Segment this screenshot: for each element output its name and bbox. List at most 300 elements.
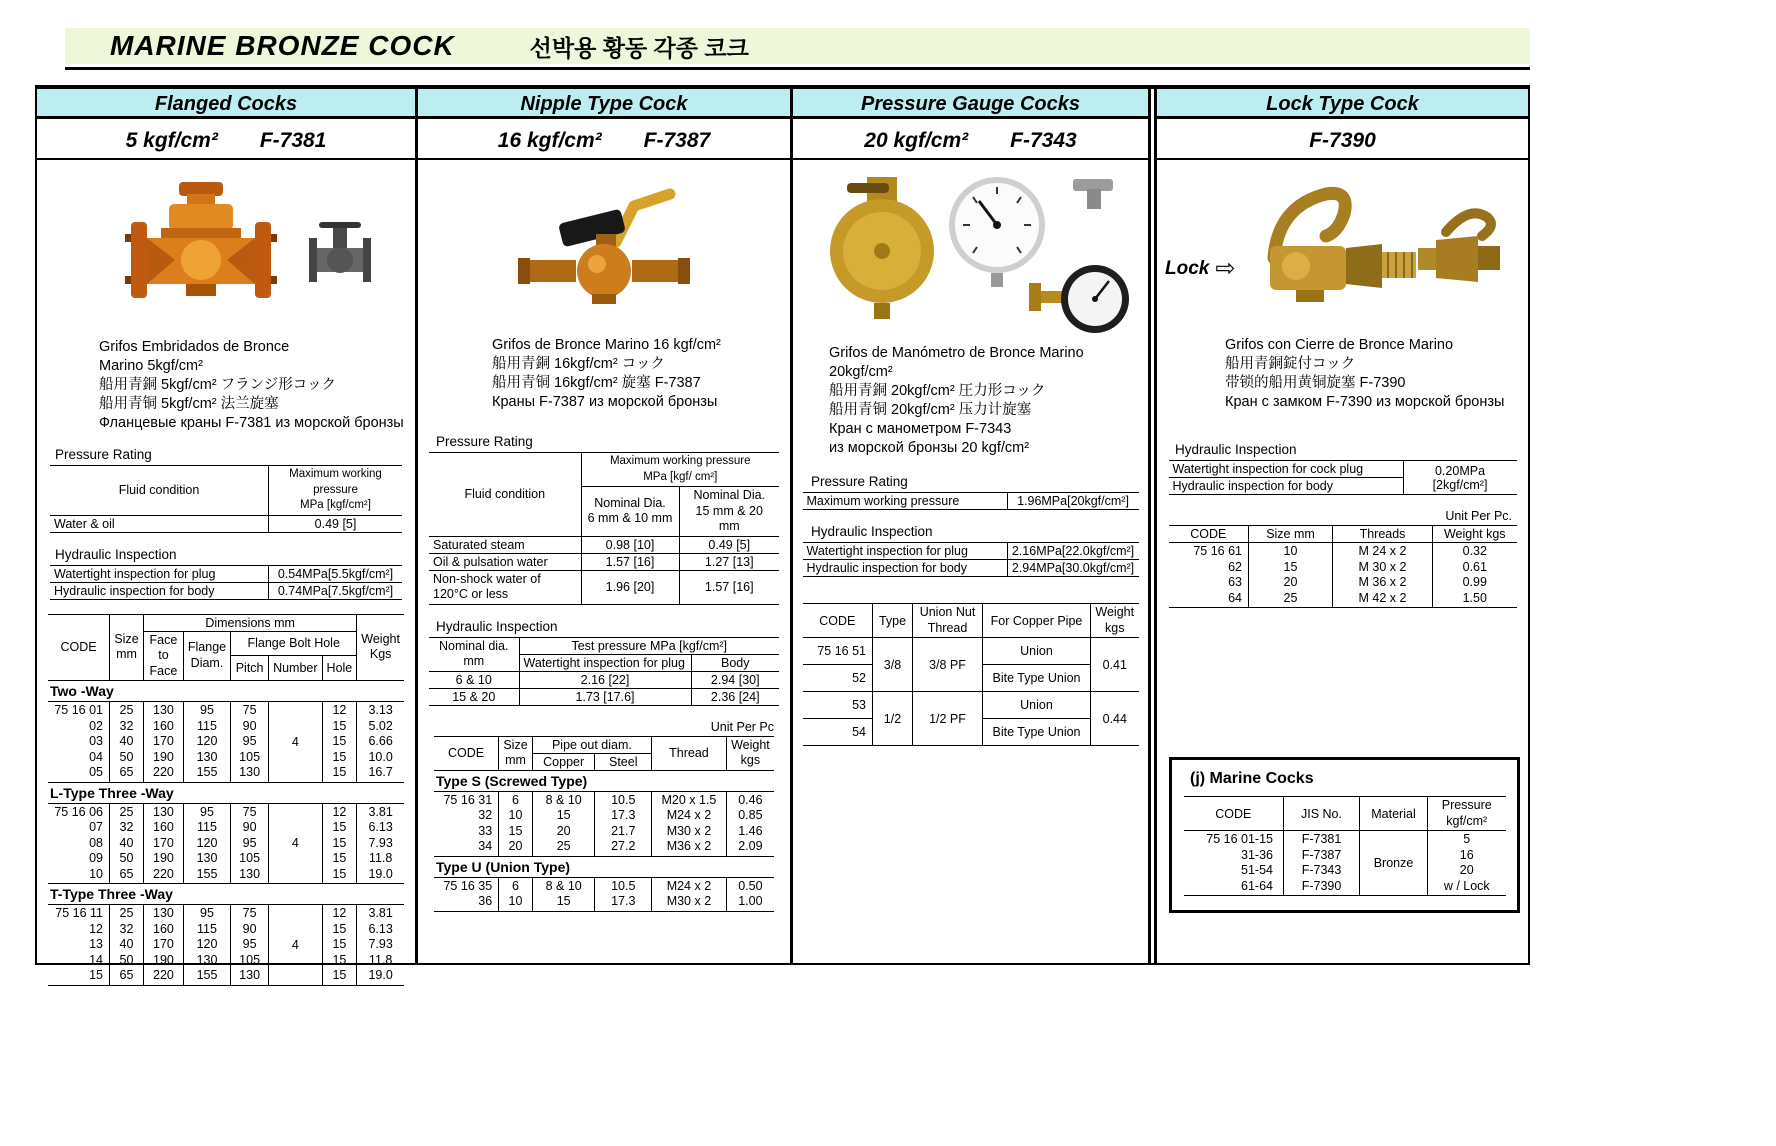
cell-line: F-7343 — [1301, 863, 1342, 877]
cell-line: Marino 5kgf/cm² — [99, 358, 203, 374]
cell-line: 155 — [196, 866, 218, 881]
cell-line: Kgs — [369, 647, 392, 662]
cell-line: 20 — [1283, 575, 1298, 589]
cell-line: 船用青銅 5kgf/cm² フランジ形コック — [99, 377, 336, 393]
cell-line: 船用青銅錠付コック — [1225, 356, 1356, 372]
lock-hydraulic-inspection-label: Hydraulic Inspection — [1175, 442, 1297, 457]
flange-diam-header — [183, 631, 230, 681]
cell-line: 带锁的船用黄铜旋塞 F-7390 — [1225, 375, 1406, 391]
cell-line: 64 — [1228, 590, 1242, 605]
lock-callout — [1165, 255, 1236, 282]
lock-hydraulic-inspection-table — [1169, 460, 1517, 495]
cell-line: 17.3 — [611, 894, 636, 908]
cell-line: 32 — [119, 820, 134, 834]
cell-line: Кран с манометром F-7343 — [829, 421, 1012, 437]
cell-line: 12 — [332, 906, 347, 920]
nipple-description — [492, 336, 790, 412]
cell-line: 50 — [119, 851, 134, 865]
cell-line: 6 — [512, 792, 519, 807]
cell-line: 13 — [89, 937, 104, 951]
cell-line: 0.32 — [1462, 544, 1487, 558]
cell-line: 船用青铜 20kgf/cm² 压力计旋塞 — [829, 402, 1032, 418]
weight-cells — [357, 803, 404, 884]
cell-line: M30 x 2 — [666, 894, 712, 908]
cell-line: 05 — [89, 765, 104, 779]
table-row — [429, 536, 779, 553]
cell-line: Face — [149, 632, 178, 647]
value-small: 1.57 [16] — [581, 553, 679, 570]
cell-line: 0.50 — [738, 878, 763, 893]
nipple-cock-photo — [464, 164, 744, 332]
table-row — [429, 688, 779, 705]
copper-header: Copper — [532, 753, 595, 770]
nipple-code-table — [434, 736, 774, 912]
column-pressure-gauge-cocks — [793, 162, 1148, 963]
cell-line: MPa [kgf/ cm²] — [643, 470, 718, 483]
union-nut-thread-cell: 3/8 PF — [913, 638, 983, 692]
jis-no-header: JIS No. — [1284, 797, 1360, 831]
type-cell: 1/2 — [873, 692, 913, 746]
hole-cells — [322, 702, 357, 783]
section-l-type: L-Type Three -Way — [48, 782, 404, 803]
table-row — [434, 791, 774, 856]
cell-line: 10 — [89, 866, 104, 881]
cell-line: 130 — [153, 804, 174, 819]
cell-line: 120 — [196, 937, 218, 951]
cell-line: 130 — [153, 703, 174, 717]
fluid-label: Oil & pulsation water — [429, 553, 581, 570]
cell-line: 115 — [197, 921, 217, 936]
cell-line: M24 x 2 — [666, 878, 712, 893]
table-row — [1169, 543, 1517, 608]
cell-line: 170 — [153, 937, 174, 951]
table-row — [434, 877, 774, 911]
cell-line: 75 — [242, 703, 257, 717]
thread-header: Thread — [652, 736, 727, 770]
flanged-description — [99, 338, 415, 433]
cell-line: 19.0 — [368, 866, 393, 881]
gauge-model-number: F-7343 — [1010, 129, 1077, 152]
cell-line: 170 — [153, 734, 174, 748]
cell-line: 51-54 — [1241, 863, 1273, 877]
code-cells — [48, 905, 110, 986]
cell-line: 105 — [239, 851, 261, 865]
code-cells — [434, 791, 499, 856]
cell-line: Grifos de Manómetro de Bronce Marino 20kgf/cm² — [829, 345, 1084, 380]
cell-line: 10.0 — [368, 749, 393, 764]
cell-line: 75 — [242, 804, 257, 819]
cell-line: 船用青銅 20kgf/cm² 圧力形コック — [829, 383, 1046, 399]
table-row — [48, 905, 404, 986]
header-nipple-type-cock: Nipple Type Cock — [520, 92, 688, 115]
lock-type-cock-photo — [1178, 166, 1508, 331]
copper-pipe-cell: Bite Type Union — [983, 665, 1091, 692]
cell-line: Maximum working pressure — [609, 455, 751, 467]
cell-line: 2.09 — [738, 839, 763, 853]
cell-line: 15 — [556, 808, 571, 822]
cell-line: 07 — [89, 820, 104, 834]
cell-line: 63 — [1228, 575, 1242, 589]
value-small: 1.96 [20] — [581, 570, 679, 604]
cell-line: 160 — [153, 820, 174, 834]
cell-line: 130 — [239, 765, 261, 779]
lock-label: Lock — [1165, 258, 1210, 279]
code-header: CODE — [803, 604, 873, 638]
size-header — [499, 736, 533, 770]
material-header: Material — [1360, 797, 1428, 831]
cell-line: MPa [kgf/cm²] — [300, 499, 371, 511]
fluid-label — [429, 570, 581, 604]
cell-line: Maximum working pressure — [289, 468, 382, 496]
nipple-pressure-rating-table — [429, 452, 779, 605]
cell-line: 10 — [1283, 544, 1298, 558]
cell-line: 09 — [89, 851, 104, 865]
cell-line: 1.00 — [738, 894, 763, 908]
cell-line: Nominal Dia. — [594, 495, 666, 510]
cell-line: 40 — [119, 835, 134, 850]
cell-line: Weight — [361, 631, 400, 646]
pipe-out-diam-header: Pipe out diam. — [532, 736, 651, 753]
cell-line: 0.85 — [738, 808, 763, 822]
cell-line: 08 — [89, 835, 104, 850]
cell-line: 75 16 01-15 — [1206, 832, 1273, 846]
cell-line: M 24 x 2 — [1358, 544, 1407, 558]
cell-line: 11.8 — [368, 851, 393, 865]
cell-line: Size — [503, 737, 528, 752]
subtitle-gauge — [793, 122, 1148, 160]
cell-line: 15 — [332, 937, 347, 951]
flanged-photo-area — [37, 162, 415, 334]
pressure-cells — [1428, 831, 1506, 896]
cell-line: 31-36 — [1241, 847, 1273, 862]
flanged-pressure-rating: 5 kgf/cm² — [125, 129, 218, 152]
union-nut-thread-header — [913, 604, 983, 638]
cell-line: 7.93 — [368, 937, 393, 951]
fluid-condition-header: Fluid condition — [50, 466, 269, 516]
cell-line: Thread — [927, 620, 968, 635]
weight-header: Weight kgs — [1433, 526, 1517, 543]
cell-line: 75 16 01 — [54, 703, 104, 717]
cell-line: 62 — [1228, 559, 1242, 574]
cell-line: 220 — [153, 866, 174, 881]
table-row — [48, 803, 404, 884]
jis-no-cells — [1284, 831, 1360, 896]
code-cell: 54 — [803, 719, 873, 746]
cell-line: 220 — [153, 765, 174, 779]
cell-line: 75 16 11 — [55, 906, 104, 920]
cell-line: 130 — [196, 851, 218, 865]
weight-header — [357, 614, 404, 681]
cell-line: 75 — [242, 906, 257, 920]
cell-line: 65 — [119, 968, 134, 982]
cell-line: Flange — [187, 640, 227, 655]
cell-line: 12 — [332, 804, 347, 819]
cell-line: 190 — [153, 851, 174, 865]
test-pressure-header: Test pressure MPa [kgf/cm²] — [519, 637, 779, 654]
cell-line: w / Lock — [1443, 878, 1490, 893]
cell-line: 15 — [556, 894, 571, 908]
column-flanged-cocks — [37, 162, 415, 982]
cell-line: kgf/cm² — [1446, 813, 1488, 828]
cell-line: 15 — [332, 765, 347, 779]
copper-cells — [532, 877, 595, 911]
cell-line: 04 — [89, 749, 104, 764]
lock-arrow-icon: ⇨ — [1215, 255, 1236, 282]
catalog-table-frame — [35, 85, 1530, 982]
nipple-hydraulic-inspection-label: Hydraulic Inspection — [436, 618, 558, 634]
cell-line: 95 — [242, 937, 257, 951]
plug-value: 2.16 [22] — [519, 671, 691, 688]
cell-line: to — [158, 648, 169, 662]
code-cells — [1169, 543, 1249, 608]
divider-3-double — [1148, 89, 1157, 963]
cell-line: Weight — [1095, 605, 1135, 619]
cell-line: Краны F-7387 из морской бронзы — [492, 394, 718, 410]
marine-cocks-table — [1184, 796, 1506, 896]
size-cells — [110, 905, 144, 986]
cell-line: 17.3 — [611, 808, 636, 822]
cell-line: 27.2 — [611, 839, 636, 853]
flanged-hydraulic-inspection-table — [50, 565, 402, 600]
cell-line: 15 — [89, 968, 104, 982]
cell-line: 03 — [89, 734, 104, 748]
steel-header: Steel — [595, 753, 652, 770]
size-cells — [499, 791, 533, 856]
flanged-model-number: F-7381 — [259, 129, 327, 152]
table-row — [803, 692, 1139, 719]
plug-header: Watertight inspection for plug — [519, 654, 691, 671]
weight-cells — [1433, 543, 1517, 608]
cell-line: 6.13 — [368, 820, 393, 834]
cell-line: из морской бронзы 20 kgf/cm² — [829, 440, 1030, 456]
cell-line: 170 — [153, 835, 174, 850]
nominal-dia-value: 6 & 10 — [429, 671, 519, 688]
nipple-pressure-rating: 16 kgf/cm² — [497, 129, 602, 152]
cell-line: M36 x 2 — [666, 839, 712, 853]
max-pressure-value: 1.96MPa[20kgf/cm²] — [1007, 493, 1139, 510]
copper-pipe-cell: Bite Type Union — [983, 719, 1091, 746]
cell-line: 155 — [196, 765, 218, 779]
cell-line: 3.81 — [368, 804, 393, 819]
number-header: Number — [269, 656, 322, 681]
face-to-face-header — [143, 631, 183, 681]
copper-pipe-cell: Union — [983, 692, 1091, 719]
cell-line: 90 — [242, 820, 257, 834]
cell-line: F-7381 — [1301, 832, 1342, 846]
table-row — [803, 638, 1139, 665]
face-to-face-cells — [143, 702, 183, 783]
fluid-value: Water & oil — [50, 515, 269, 532]
cell-line: 8 & 10 — [545, 792, 582, 807]
cell-line: 105 — [239, 749, 261, 764]
cell-line: 0.99 — [1462, 575, 1487, 589]
cell-line: 12 — [332, 703, 347, 717]
body-inspection-label: Hydraulic inspection for body — [50, 582, 269, 599]
plug-value: 1.73 [17.6] — [519, 688, 691, 705]
nipple-photo-area — [418, 162, 790, 334]
cell-line: Grifos Embridados de Bronce — [99, 339, 290, 355]
face-to-face-cells — [143, 905, 183, 986]
cell-line: 155 — [196, 968, 218, 982]
code-cell: 52 — [803, 665, 873, 692]
hole-header: Hole — [322, 656, 357, 681]
pitch-cells — [231, 905, 269, 986]
flanged-dimensions-table — [48, 614, 404, 986]
gauge-pressure-rating-table — [803, 492, 1139, 510]
number-cell: 4 — [269, 803, 322, 884]
cell-line: 15 — [508, 823, 523, 838]
cell-line: 10 — [508, 808, 523, 822]
body-inspection-value: 0.74MPa[7.5kgf/cm²] — [269, 582, 403, 599]
page-title-korean: 선박용 황동 각종 코크 — [529, 34, 749, 61]
cell-line: M 42 x 2 — [1358, 590, 1407, 605]
cell-line: 120°C or less — [433, 587, 509, 601]
unit-per-pc-note: Unit Per Pc — [710, 719, 774, 734]
column-lock-type-cock — [1157, 162, 1528, 963]
gauge-photo-area — [793, 162, 1148, 344]
column-nipple-type-cock — [418, 162, 790, 963]
hole-cells — [322, 905, 357, 986]
cell-line: 10.5 — [611, 792, 636, 807]
value-small: 0.98 [10] — [581, 536, 679, 553]
material-cell: Bronze — [1360, 831, 1428, 896]
cell-line: F-7387 — [1301, 847, 1342, 862]
small-lock-cock-photo — [1418, 213, 1500, 282]
header-pressure-gauge-cocks: Pressure Gauge Cocks — [861, 92, 1080, 115]
cell-line: 50 — [119, 749, 134, 764]
cell-line: 15 — [332, 835, 347, 850]
code-header: CODE — [1184, 797, 1284, 831]
cell-line: 40 — [119, 937, 134, 951]
table-row — [48, 702, 404, 783]
cell-line: 115 — [197, 718, 217, 733]
section-t-type: T-Type Three -Way — [48, 884, 404, 905]
size-cells — [110, 702, 144, 783]
code-cells — [48, 803, 110, 884]
section-type-u: Type U (Union Type) — [434, 856, 774, 877]
cell-line: 220 — [153, 968, 174, 982]
cell-line: 160 — [153, 921, 174, 936]
cell-line: 75 16 35 — [443, 878, 493, 893]
face-to-face-cells — [143, 803, 183, 884]
plug-inspection-value: 2.16MPa[22.0kgf/cm²] — [1007, 543, 1139, 560]
cell-line: 船用青铜 5kgf/cm² 法兰旋塞 — [99, 396, 279, 412]
for-copper-pipe-header: For Copper Pipe — [983, 604, 1091, 638]
cell-line: 5.02 — [368, 718, 393, 733]
thread-cells — [652, 791, 727, 856]
max-pressure-header — [581, 453, 779, 487]
cell-line: Grifos de Bronce Marino 16 kgf/cm² — [492, 337, 721, 353]
unit-per-pc-note: Unit Per Pc. — [1445, 509, 1512, 523]
cell-line: 75 16 31 — [443, 792, 493, 807]
code-header: CODE — [434, 736, 499, 770]
copper-pipe-cell: Union — [983, 638, 1091, 665]
cell-line: 190 — [153, 952, 174, 967]
cell-line: 130 — [196, 952, 218, 967]
subtitle-flanged — [37, 122, 415, 160]
flange-diam-cells — [183, 702, 230, 783]
cell-line: 90 — [242, 921, 257, 936]
cell-line: 36 — [478, 894, 493, 908]
size-header — [110, 614, 144, 681]
section-type-s: Type S (Screwed Type) — [434, 770, 774, 791]
weight-cells — [726, 791, 774, 856]
weight-cell: 0.44 — [1091, 692, 1139, 746]
body-inspection-label: Hydraulic inspection for body — [1169, 478, 1404, 495]
cell-line: M30 x 2 — [666, 823, 712, 838]
page-title-band — [65, 28, 1530, 64]
cell-line: 15 — [332, 851, 347, 865]
cell-line: 15 — [332, 866, 347, 881]
pressure-header — [1428, 797, 1506, 831]
body-header: Body — [691, 654, 779, 671]
header-flanged-cocks: Flanged Cocks — [154, 92, 298, 115]
pitch-cells — [231, 702, 269, 783]
nominal-dia-value: 15 & 20 — [429, 688, 519, 705]
cell-line: 6 mm & 10 mm — [587, 511, 673, 526]
flanged-pressure-rating-label: Pressure Rating — [55, 447, 152, 462]
cell-line: 25 — [1283, 590, 1298, 605]
cell-line: 15 — [332, 749, 347, 764]
cell-line: 15 — [332, 734, 347, 748]
cell-line: 20 — [556, 823, 571, 838]
cell-line: 5 — [1463, 832, 1471, 846]
cell-line: 95 — [200, 703, 214, 717]
cell-line: 25 — [119, 804, 134, 819]
cell-line: Nominal Dia. — [693, 488, 766, 502]
code-cells — [48, 702, 110, 783]
cell-line: 0.61 — [1462, 559, 1487, 574]
size-cells — [110, 803, 144, 884]
inspection-value: 0.20MPa [2kgf/cm²] — [1403, 461, 1517, 495]
cell-line: 8 & 10 — [545, 878, 582, 893]
cell-line: 10.5 — [611, 878, 636, 893]
pitch-header: Pitch — [231, 656, 269, 681]
cell-line: 130 — [239, 866, 261, 881]
gauge-hydraulic-inspection-label: Hydraulic Inspection — [811, 524, 933, 539]
cell-line: 10 — [508, 894, 523, 908]
cell-line: 15 — [1283, 559, 1298, 574]
cell-line: 15 — [332, 921, 347, 936]
code-cells — [434, 877, 499, 911]
cell-line: 20 — [508, 839, 523, 853]
marine-cocks-title: (j) Marine Cocks — [1190, 770, 1314, 787]
flanged-cock-photo — [61, 164, 391, 332]
cell-line: F-7390 — [1301, 878, 1342, 893]
fluid-condition-header: Fluid condition — [429, 453, 581, 537]
cell-line: 95 — [200, 804, 214, 819]
max-pressure-header — [269, 466, 403, 516]
copper-cells — [532, 791, 595, 856]
cell-line: 3.13 — [368, 703, 393, 717]
subtitle-nipple — [418, 122, 790, 160]
cell-line: 11.8 — [368, 952, 393, 967]
pressure-value: 0.49 [5] — [269, 515, 403, 532]
cell-line: 船用青銅 16kgf/cm² コック — [492, 356, 665, 372]
plug-inspection-value: 0.54MPa[5.5kgf/cm²] — [269, 565, 403, 582]
nominal-dia-small-header — [581, 487, 679, 537]
cell-line: 75 16 06 — [54, 804, 104, 819]
table-row — [429, 570, 779, 604]
gauge-hydraulic-inspection-table — [803, 542, 1139, 577]
code-header: CODE — [1169, 526, 1249, 543]
cell-line: 12 — [89, 921, 104, 936]
cell-line: M20 x 1.5 — [661, 792, 717, 807]
code-cell: 53 — [803, 692, 873, 719]
cell-line: mm — [463, 654, 485, 668]
value-large: 0.49 [5] — [679, 536, 779, 553]
flanged-hydraulic-inspection-label: Hydraulic Inspection — [55, 546, 177, 562]
